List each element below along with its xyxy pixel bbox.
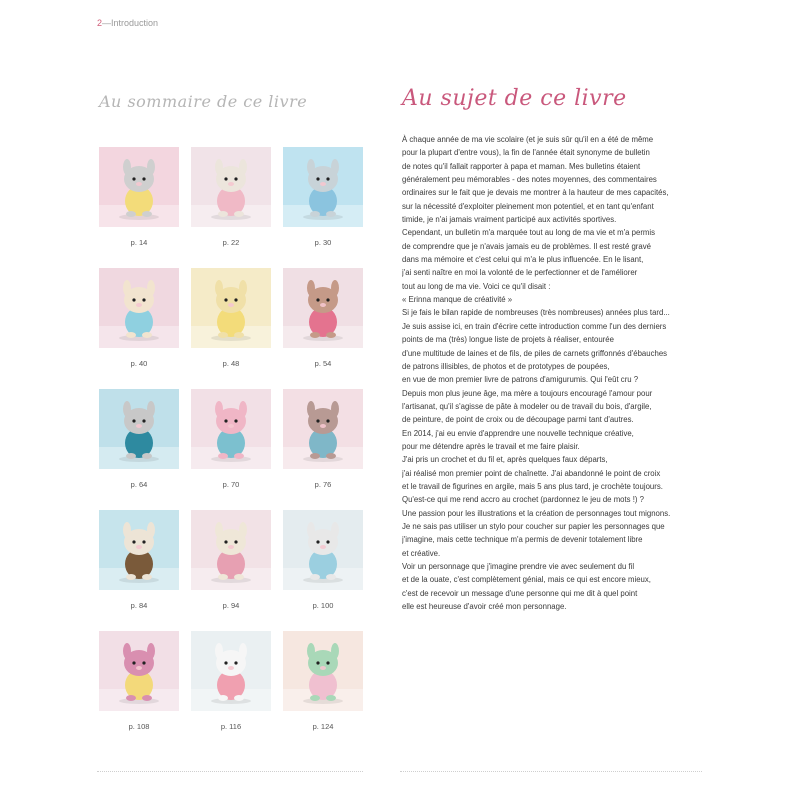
- contents-item[interactable]: [191, 147, 271, 268]
- page-reference: p. 40: [130, 359, 148, 368]
- cat-doll-icon: [99, 147, 179, 227]
- contents-item[interactable]: [283, 631, 363, 752]
- text-line: et le travail de figurines en argile, mais 5 ans plus tard, je crochète toujours.: [402, 481, 663, 491]
- contents-item[interactable]: [191, 389, 271, 510]
- text-line: pour me détendre après le travail et me faire plaisir.: [402, 441, 580, 451]
- text-line: En 2014, j'ai eu envie d'apprendre une nouvelle technique créative,: [402, 428, 634, 438]
- text-line: et de la ouate, c'est complètement génial, mais ce qui est encore mieux,: [402, 575, 651, 585]
- swan-doll-icon: [191, 631, 271, 711]
- sheep-doll-icon: [191, 510, 271, 590]
- contents-item[interactable]: [191, 268, 271, 389]
- unicorn-doll-icon: [99, 268, 179, 348]
- text-line: j'ai senti naître en moi la volonté de le perfectionner et de l'améliorer: [402, 268, 638, 278]
- contents-item[interactable]: [99, 268, 179, 389]
- text-line: Je suis assise ici, en train d'écrire cette introduction comme l'un des derniers: [402, 321, 667, 331]
- text-line: de comprendre que je n'avais jamais eu de problèmes. Il est resté gravé: [402, 241, 651, 251]
- sloth-doll-icon: [99, 631, 179, 711]
- bunny-doll-icon: [191, 147, 271, 227]
- text-line: Une passion pour les illustrations et la création de personnages tout mignons.: [402, 508, 671, 518]
- page-reference: p. 76: [314, 480, 332, 489]
- text-line: Voir un personnage que j'imagine prendre vie avec seulement du fil: [402, 562, 635, 571]
- page-reference: p. 54: [314, 359, 332, 368]
- page-reference: p. 108: [128, 722, 150, 731]
- contents-item[interactable]: [99, 147, 179, 268]
- contents-item[interactable]: [99, 510, 179, 631]
- right-footer-divider: [400, 771, 702, 772]
- contents-item[interactable]: [283, 268, 363, 389]
- section-name: —Introduction: [102, 18, 159, 28]
- page-reference: p. 14: [130, 238, 148, 247]
- text-line: « Erinna manque de créativité »: [402, 295, 513, 305]
- left-footer-divider: [97, 771, 363, 772]
- text-line: c'est de recevoir un message d'une personne qui me dit à quel point: [402, 588, 638, 598]
- text-line: elle est heureuse d'avoir créé mon personnage.: [402, 602, 567, 612]
- sleeping-doll-icon: [191, 389, 271, 469]
- text-line: Qu'est-ce qui me rend accro au crochet (pardonnez le jeu de mots !) ?: [402, 495, 645, 505]
- text-line: Cependant, un bulletin m'a marquée tout au long de ma vie et m'a permis: [402, 228, 656, 238]
- contents-item[interactable]: [283, 147, 363, 268]
- text-line: l'artisanat, qu'il s'agisse de pâte à modeler ou de travail du bois, d'argile,: [402, 401, 652, 411]
- contents-item[interactable]: [283, 389, 363, 510]
- platypus-doll-icon: [283, 389, 363, 469]
- text-line: À chaque année de ma vie scolaire (et je suis sûr qu'il en a été de même: [402, 135, 654, 144]
- about-title: Au sujet de ce livre: [402, 86, 627, 111]
- page-reference: p. 124: [312, 722, 334, 731]
- page-reference: p. 48: [222, 359, 240, 368]
- page-reference: p. 22: [222, 238, 240, 247]
- text-line: Depuis mon plus jeune âge, ma mère a toujours encouragé l'amour pour: [402, 388, 653, 398]
- contents-item[interactable]: [191, 631, 271, 752]
- contents-item[interactable]: [99, 389, 179, 510]
- contents-item[interactable]: [99, 631, 179, 752]
- text-line: sur la nécessité d'exploiter pleinement mon potentiel, et en tant qu'enfant: [402, 201, 654, 211]
- giraffe-doll-icon: [191, 268, 271, 348]
- text-line: et créative.: [402, 548, 441, 558]
- text-line: Je ne sais pas utiliser un stylo pour coucher sur papier les personnages que: [402, 521, 665, 531]
- text-line: ordinaires sur le fait que je devais me montrer à la hauteur de mes capacités,: [402, 188, 669, 198]
- text-line: de peinture, de point de croix ou de découpage parmi tant d'autres.: [402, 415, 634, 425]
- contents-item[interactable]: [283, 510, 363, 631]
- text-line: timide, je n'ai jamais vraiment participé aux activités sportives.: [402, 215, 617, 225]
- lamb-doll-icon: [99, 389, 179, 469]
- contents-grid: [99, 147, 363, 752]
- text-line: points de ma (très) longue liste de projets à réaliser, entourée: [402, 335, 614, 345]
- page-reference: p. 116: [220, 722, 242, 731]
- aviator-doll-icon: [283, 268, 363, 348]
- text-line: pour la plupart d'entre vous), la fin de l'année était synonyme de bulletin: [402, 148, 650, 158]
- puppy-doll-icon: [99, 510, 179, 590]
- penguin-doll-icon: [283, 147, 363, 227]
- text-line: Si je fais le bilan rapide de nombreuses (très nombreuses) années plus tard...: [402, 308, 670, 318]
- page-number: 2: [97, 18, 103, 28]
- page-reference: p. 100: [312, 601, 334, 610]
- page-reference: p. 30: [314, 238, 332, 247]
- page-reference: p. 84: [130, 601, 148, 610]
- running-header: [97, 18, 158, 28]
- text-line: de patrons illisibles, de photos et de prototypes de poupées,: [402, 361, 610, 371]
- text-line: tout au long de ma vie. Voici ce qu'il disait :: [402, 281, 551, 291]
- page-reference: p. 94: [222, 601, 240, 610]
- text-line: j'ai réalisé mon premier point de chaînette. J'ai abandonné le point de croix: [402, 468, 661, 478]
- page-reference: p. 70: [222, 480, 240, 489]
- text-line: d'une multitude de laines et de fils, de piles de carnets griffonnés d'ébauches: [402, 348, 668, 358]
- text-line: J'ai pris un crochet et du fil et, après quelques faux départs,: [402, 455, 608, 465]
- cat-winter-doll-icon: [283, 510, 363, 590]
- page-reference: p. 64: [130, 480, 148, 489]
- text-line: généralement peu mémorables - des notes moyennes, des commentaires: [402, 175, 657, 185]
- text-line: de notes qu'il fallait rapporter à papa et maman. Mes bulletins étaient: [402, 161, 641, 171]
- about-body-text: [402, 133, 722, 613]
- contents-item[interactable]: [191, 510, 271, 631]
- contents-title: Au sommaire de ce livre: [99, 92, 308, 111]
- text-line: j'imagine, mais cette technique m'a permis de devenir totalement libre: [402, 535, 643, 545]
- text-line: en vue de mon premier livre de patrons d'amigurumis. Qui l'eût cru ?: [402, 375, 639, 385]
- text-line: dans ma mémoire et c'est celui qui m'a le plus influencée. En le lisant,: [402, 255, 644, 265]
- dino-doll-icon: [283, 631, 363, 711]
